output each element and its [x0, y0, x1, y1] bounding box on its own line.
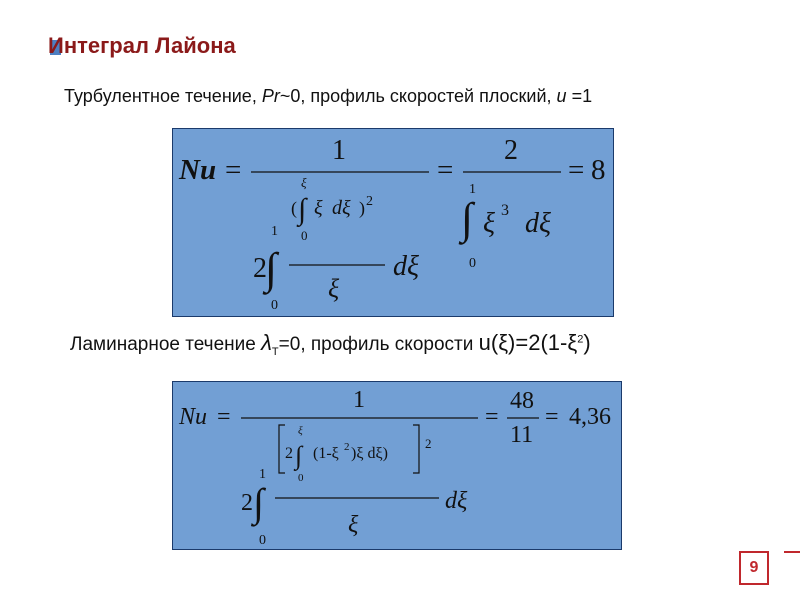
f2-inner-sq: 2	[344, 441, 350, 453]
f1-inner-upper: ξ	[301, 175, 307, 190]
f2-eq1: =	[217, 404, 231, 430]
f1-den-dxi: dξ	[525, 208, 551, 239]
f1-den-integral: ∫	[461, 194, 474, 243]
formula-box-turbulent	[172, 128, 614, 317]
f2-inner-rest: )ξ dξ)	[351, 445, 388, 462]
f2-num2: 48	[510, 388, 534, 414]
f1-inner-lower: 0	[301, 228, 308, 243]
subtitle1-text: Турбулентное течение,	[64, 86, 262, 106]
f2-two: 2	[241, 490, 253, 516]
formula1-svg	[173, 129, 613, 316]
f2-inner-expr: (1-ξ	[313, 445, 339, 462]
subtitle2-text2: =0, профиль скорости	[278, 334, 479, 355]
f1-num2: 2	[504, 135, 518, 166]
f1-eq1: =	[225, 154, 242, 186]
formula-box-laminar	[172, 381, 622, 550]
f2-outer-integral: ∫	[253, 480, 264, 525]
u-symbol: u	[556, 86, 567, 106]
f1-inner-integral: ∫	[298, 193, 307, 226]
f1-inner-xi: ξ	[314, 197, 323, 219]
f2-inner-two: 2	[285, 445, 293, 462]
f1-inner-dxi: dξ	[332, 197, 351, 219]
f1-eq2: =	[437, 154, 454, 186]
f1-den-cube: 3	[501, 202, 509, 219]
f1-nu: Nu	[179, 154, 217, 186]
formula2-svg	[173, 382, 621, 549]
f1-den-lower: 0	[469, 256, 476, 271]
f1-two: 2	[253, 253, 267, 284]
f2-num1: 1	[353, 387, 365, 413]
f2-den: 11	[510, 422, 534, 448]
f2-nu: Nu	[179, 404, 208, 430]
lambda-subscript: T	[271, 345, 279, 358]
f1-outer-lower: 0	[271, 298, 278, 313]
f2-inner-upper: ξ	[298, 425, 303, 437]
f2-inner-den: ξ	[348, 512, 359, 538]
f1-outer-integral: ∫	[265, 244, 278, 293]
page-number: 9	[749, 559, 759, 576]
f2-outer-lower: 0	[259, 533, 266, 548]
f2-inner-lower: 0	[298, 472, 304, 484]
f1-den-xi: ξ	[483, 208, 495, 239]
f1-num1: 1	[332, 135, 346, 166]
f1-inner-sq: 2	[366, 194, 373, 209]
f2-right-bracket	[413, 425, 419, 473]
f1-lparen: (	[291, 198, 297, 218]
subtitle-turbulent	[64, 86, 592, 107]
f1-inner-den: ξ	[328, 274, 340, 303]
slide-title: Интеграл Лайона	[48, 33, 236, 58]
f1-rparen: )	[359, 198, 365, 218]
velocity-profile: u(ξ)=2(1-ξ	[478, 330, 578, 355]
corner-line	[784, 551, 800, 553]
lambda-symbol: λ	[261, 330, 272, 355]
f2-outer-sq: 2	[425, 436, 432, 451]
f2-result: 4,36	[569, 404, 611, 430]
velocity-profile-sup: 2	[577, 333, 584, 346]
subtitle1-text2: ~0, профиль скоростей плоский,	[279, 86, 557, 106]
f1-outer-upper: 1	[271, 224, 278, 239]
page-number-box	[739, 551, 769, 585]
subtitle1-text3: =1	[566, 86, 593, 106]
f2-eq3: =	[545, 404, 559, 430]
f1-outer-dxi: dξ	[393, 251, 419, 282]
f2-eq2: =	[485, 404, 499, 430]
f2-inner-integral: ∫	[295, 441, 303, 470]
f1-eq3: =	[568, 154, 585, 186]
f2-outer-dxi: dξ	[445, 488, 468, 514]
velocity-profile-close: )	[583, 330, 591, 355]
f1-result: 8	[591, 154, 606, 186]
pr-symbol: Pr	[261, 86, 280, 106]
f2-outer-upper: 1	[259, 467, 266, 482]
subtitle-laminar	[70, 330, 591, 358]
f1-den-upper: 1	[469, 182, 476, 197]
subtitle2-text: Ламинарное течение	[70, 334, 262, 355]
